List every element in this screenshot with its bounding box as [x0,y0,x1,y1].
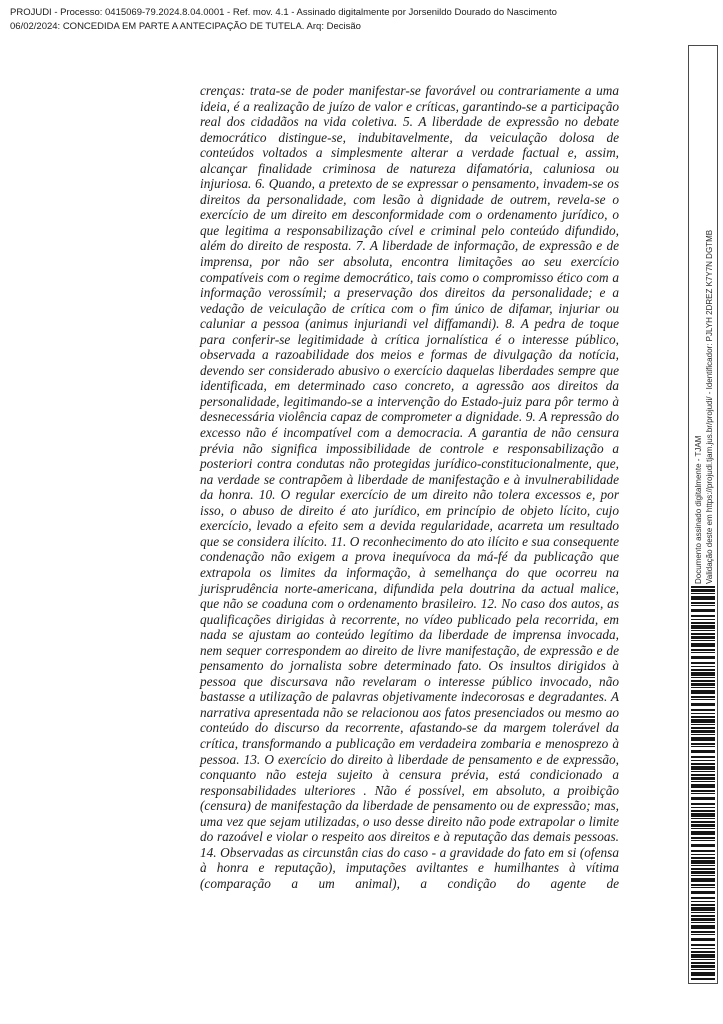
barcode [691,586,715,981]
signature-text-line-2: Validação deste em https://projudi.tjam.jus.br/projudi/ - Identificador: PJLYH 2DREZ K7Y7N DGTMB [705,229,714,584]
header-line-1: PROJUDI - Processo: 0415069-79.2024.8.04.0001 - Ref. mov. 4.1 - Assinado digitalmente por Jorsenildo Dourado do Nascimento [10,7,557,18]
signature-sidebar [688,45,718,984]
document-header [10,6,557,34]
decision-body-text: crenças: trata-se de poder manifestar-se favorável ou contrariamente a uma ideia, é a realização de juízo de valor e críticas, garantindo-se a participação real dos cidadãos na vida coletiva. 5. A liberdade de expressão no debate democrático distingue-se, indubitavelmente, da veiculação dolosa de conteúdos voltados a simplesmente alterar a verdade factual e, assim, alcançar finalidade criminosa de natureza difamatória, caluniosa ou injuriosa. 6. Quando, a pretexto de se expressar o pensamento, invadem-se os direitos da personalidade, com lesão à dignidade de outrem, revela-se o exercício de um direito em desconformidade com o ordenamento jurídico, o que legitima a responsabilização cível e criminal pelo conteúdo difundido, além do direito de resposta. 7. A liberdade de informação, de expressão e de imprensa, por não ser absoluta, encontra limitações ao seu exercício compatíveis com o regime democrático, tais como o compromisso ético com a informação verossímil; a preservação dos direitos da personalidade; e a vedação de veiculação de crítica com o fim único de difamar, injuriar ou caluniar a pessoa (animus injuriandi vel diffamandi). 8. A pedra de toque para conferir-se legitimidade à crítica jornalística é o interesse público, observada a razoabilidade dos meios e formas de divulgação da notícia, devendo ser considerado abusivo o exercício daquelas liberdades sempre que identificada, em determinado caso concreto, a agressão aos direitos da personalidade, legitimando-se a intervenção do Estado-juiz para pôr termo à desnecessária violência capaz de comprometer a dignidade. 9. A repressão do excesso não é incompatível com a democracia. A garantia de não censura prévia não significa impossibilidade de controle e responsabilização a posteriori contra condutas não protegidas jurídico-constitucionalmente, que, na verdade se contrapõem à liberdade de manifestação e à invulnerabilidade da honra. 10. O regular exercício de um direito não tolera excessos e, por isso, o abuso de direito é ato jurídico, em princípio de objeto lícito, cujo exercício, levado a efeito sem a devida regularidade, acarreta um resultado que se considera ilícito. 11. O reconhecimento do ato ilícito e sua consequente condenação não exigem a prova inequívoca da má-fé da publicação que extrapola os limites da informação, à semelhança do que ocorreu na jurisprudência norte-americana, difundida pela doutrina da actual malice, que não se coaduna com o ordenamento brasileiro. 12. No caso dos autos, as qualificações dirigidas à recorrente, no vídeo publicado pela recorrida, em nada se ajustam ao conteúdo legítimo da liberdade de imprensa invocada, nem sequer correspondem ao direito de livre manifestação, de expressão e de pensamento do jornalista sobre determinado fato. Os insultos dirigidos à pessoa que discursava não revelaram o interesse público invocado, não bastasse a utilização de palavras objetivamente indecorosas e degradantes. A narrativa apresentada não se relacionou aos fatos presenciados ou mesmo ao conteúdo do discurso da recorrente, afastando-se da margem tolerável da crítica, transformando a publicação em verdadeira zombaria e menosprezo à pessoa. 13. O exercício do direito à liberdade de pensamento e de expressão, conquanto não esteja sujeito à censura prévia, está condicionado a responsabilidades ulteriores . Não é possível, em absoluto, a proibição (censura) de manifestação da liberdade de pensamento ou de expressão; mas, uma vez que sejam utilizadas, o uso desse direito não pode extrapolar o limite do razoável e violar o respeito aos direitos e à reputação das demais pessoas. 14. Observadas as circunstân cias do caso - a gravidade do fato em si (ofensa à honra e reputação), imputações aviltantes e humilhantes à vítima (comparação a um animal), a condição do agente de [200,83,619,891]
header-line-2: 06/02/2024: CONCEDIDA EM PARTE A ANTECIPAÇÃO DE TUTELA. Arq: Decisão [10,21,361,32]
signature-vertical-text [693,51,716,584]
signature-text-line-1: Documento assinado digitalmente - TJAM [694,435,703,584]
